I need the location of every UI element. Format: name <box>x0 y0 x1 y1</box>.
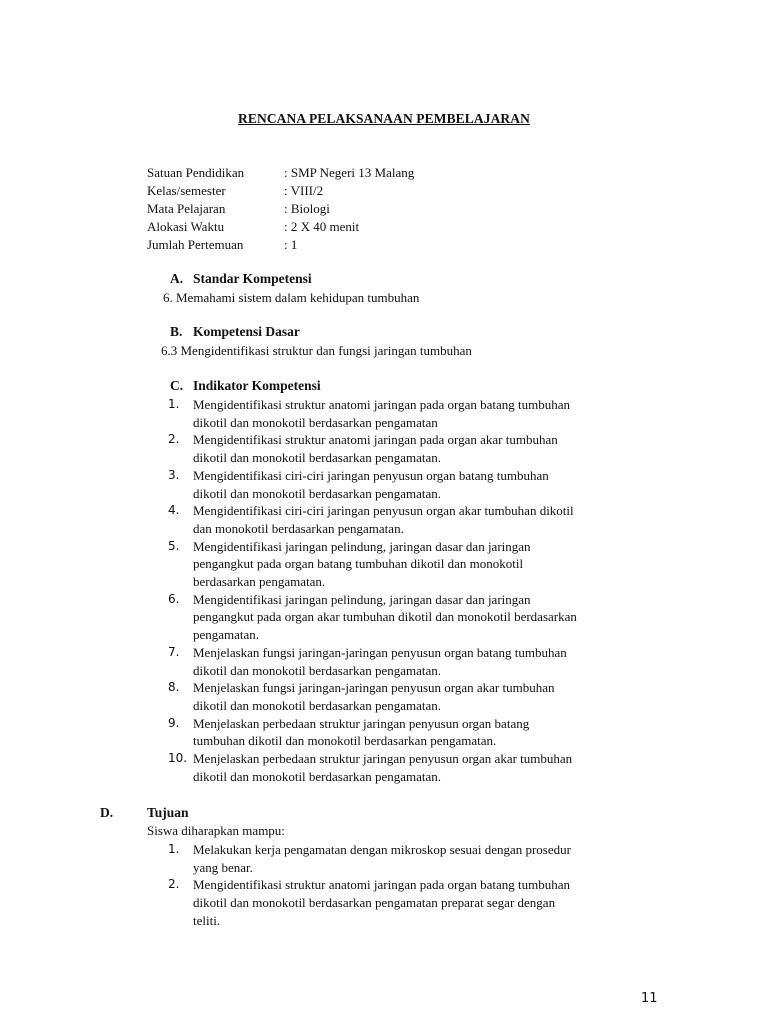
text-line: dikotil dan monokotil berdasarkan pengamatan. <box>193 768 442 784</box>
section-b-text: 6.3 Mengidentifikasi struktur dan fungsi jaringan tumbuhan <box>161 343 472 358</box>
section-heading-text: Standar Kompetensi <box>193 271 312 286</box>
identity-label: Satuan Pendidikan <box>147 165 245 180</box>
section-a-text: 6. Memahami sistem dalam kehidupan tumbuhan <box>163 290 420 305</box>
section-letter: B. <box>170 324 183 339</box>
text-line: teliti. <box>193 912 221 928</box>
identity-value: : 1 <box>284 237 298 252</box>
section-letter: A. <box>170 271 184 286</box>
list-item <box>168 876 668 929</box>
list-item <box>168 841 668 876</box>
list-item <box>168 715 668 750</box>
list-item <box>168 431 668 466</box>
text-line: dikotil dan monokotil berdasarkan pengamatan. <box>193 450 442 466</box>
list-text <box>193 538 668 591</box>
text-line: dikotil dan monokotil berdasarkan pengamatan <box>193 414 438 430</box>
section-d-heading: Tujuan <box>147 805 189 820</box>
text-line: Mengidentifikasi ciri-ciri jaringan penyusun organ batang tumbuhan <box>193 467 549 483</box>
list-number: 7. <box>168 644 180 659</box>
list-item <box>168 502 668 537</box>
objective-list <box>168 841 668 930</box>
list-number: 5. <box>168 538 180 553</box>
list-item <box>168 750 668 785</box>
list-item <box>168 467 668 502</box>
text-line: Menjelaskan fungsi jaringan-jaringan penyusun organ batang tumbuhan <box>193 644 567 660</box>
identity-value: : Biologi <box>284 201 330 216</box>
list-item <box>168 591 668 644</box>
list-number: 9. <box>168 715 180 730</box>
text-line: dan monokotil berdasarkan pengamatan. <box>193 520 404 536</box>
list-number: 3. <box>168 467 180 482</box>
list-text <box>193 715 668 750</box>
identity-block <box>147 164 414 254</box>
text-line: dikotil dan monokotil berdasarkan pengamatan. <box>193 485 442 501</box>
identity-label: Alokasi Waktu <box>147 219 225 234</box>
text-line: Mengidentifikasi struktur anatomi jaringan pada organ akar tumbuhan <box>193 432 558 448</box>
text-line: Menjelaskan fungsi jaringan-jaringan penyusun organ akar tumbuhan <box>193 680 555 696</box>
text-line: Mengidentifikasi struktur anatomi jaringan pada organ batang tumbuhan <box>193 877 571 893</box>
list-item <box>168 396 668 431</box>
identity-value: : SMP Negeri 13 Malang <box>284 165 415 180</box>
page-number: 11 <box>641 991 658 1006</box>
section-d-intro: Siswa diharapkan mampu: <box>147 823 285 838</box>
section-heading-text: Kompetensi Dasar <box>193 324 300 339</box>
text-line: Mengidentifikasi struktur anatomi jaringan pada organ batang tumbuhan <box>193 397 571 412</box>
list-number: 10. <box>168 751 188 766</box>
list-number: 8. <box>168 680 180 695</box>
list-text <box>193 467 668 502</box>
identity-row <box>147 236 414 254</box>
identity-value: : 2 X 40 menit <box>284 219 360 234</box>
text-line: pengangkut pada organ batang tumbuhan dikotil dan monokotil <box>193 556 524 572</box>
text-line: pengamatan. <box>193 627 260 643</box>
text-line: berdasarkan pengamatan. <box>193 574 326 590</box>
list-text <box>193 396 668 431</box>
list-number: 4. <box>168 503 180 518</box>
list-number: 2. <box>168 432 180 447</box>
identity-label: Kelas/semester <box>147 183 226 198</box>
list-number: 1. <box>168 397 180 411</box>
indicator-list <box>168 396 668 785</box>
text-line: Mengidentifikasi jaringan pelindung, jaringan dasar dan jaringan <box>193 591 531 607</box>
text-line: Menjelaskan perbedaan struktur jaringan penyusun organ akar tumbuhan <box>193 751 573 767</box>
text-line: pengangkut pada organ akar tumbuhan dikotil dan monokotil berdasarkan <box>193 609 577 625</box>
list-number: 6. <box>168 591 180 606</box>
list-text <box>193 502 668 537</box>
list-text <box>193 644 668 679</box>
list-item <box>168 679 668 714</box>
identity-row <box>147 182 414 200</box>
list-text <box>193 841 668 876</box>
text-line: dikotil dan monokotil berdasarkan pengamatan preparat segar dengan <box>193 895 556 911</box>
text-line: dikotil dan monokotil berdasarkan pengamatan. <box>193 697 442 713</box>
section-d-letter: D. <box>100 805 114 820</box>
list-text <box>193 876 668 929</box>
section-a-heading <box>170 271 312 287</box>
identity-row <box>147 164 414 182</box>
identity-label: Mata Pelajaran <box>147 201 226 216</box>
document-title: RENCANA PELAKSANAAN PEMBELAJARAN <box>238 111 530 126</box>
section-heading-text: Indikator Kompetensi <box>193 378 321 393</box>
identity-row <box>147 200 414 218</box>
text-line: Melakukan kerja pengamatan dengan mikroskop sesuai dengan prosedur <box>193 842 571 857</box>
list-number: 2. <box>168 877 180 892</box>
list-text <box>193 591 668 644</box>
section-c-heading <box>170 378 321 394</box>
text-line: tumbuhan dikotil dan monokotil berdasarkan pengamatan. <box>193 733 497 749</box>
text-line: yang benar. <box>193 859 253 875</box>
identity-label: Jumlah Pertemuan <box>147 237 244 252</box>
list-text <box>193 431 668 466</box>
text-line: Mengidentifikasi jaringan pelindung, jaringan dasar dan jaringan <box>193 538 531 554</box>
text-line: Menjelaskan perbedaan struktur jaringan penyusun organ batang <box>193 715 530 731</box>
text-line: dikotil dan monokotil berdasarkan pengamatan. <box>193 662 442 678</box>
list-text <box>193 679 668 714</box>
identity-row <box>147 218 414 236</box>
list-number: 1. <box>168 842 180 856</box>
list-text <box>193 750 668 785</box>
list-item <box>168 644 668 679</box>
text-line: Mengidentifikasi ciri-ciri jaringan penyusun organ akar tumbuhan dikotil <box>193 503 574 519</box>
section-b-heading <box>170 324 300 340</box>
identity-value: : VIII/2 <box>284 183 324 198</box>
section-letter: C. <box>170 378 184 393</box>
list-item <box>168 538 668 591</box>
